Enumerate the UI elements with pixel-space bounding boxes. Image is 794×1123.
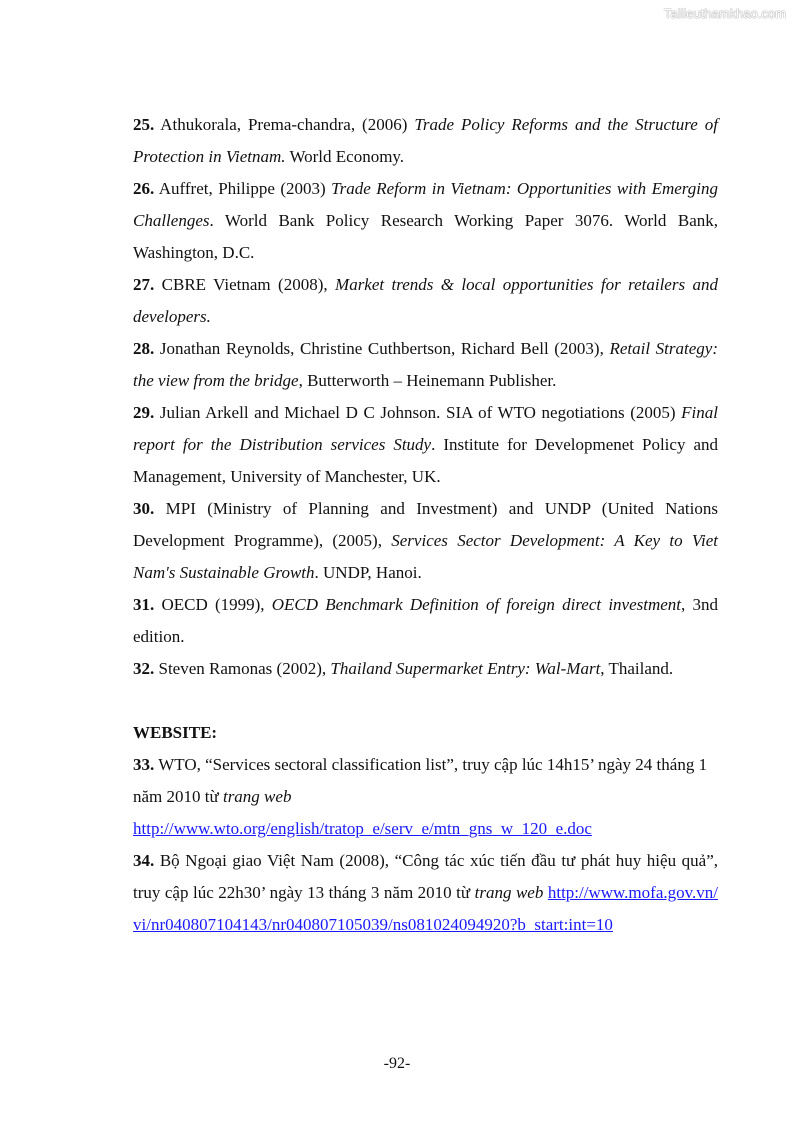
- reference-title: Thailand Supermarket Entry: Wal-Mart: [330, 659, 601, 678]
- web-reference-item: [133, 845, 718, 941]
- reference-title: Trade Policy Reforms and the Structure of Protection in Vietnam.: [133, 115, 718, 166]
- reference-title: Final report for the Distribution services Study: [133, 403, 718, 454]
- reference-item: [133, 173, 718, 269]
- reference-title: Retail Strategy: the view from the bridge: [133, 339, 718, 390]
- reference-item: [133, 493, 718, 589]
- reference-link[interactable]: http://www.wto.org/english/tratop_e/serv_e/mtn_gns_w_120_e.doc: [133, 819, 592, 838]
- reference-number: 32.: [133, 659, 155, 678]
- reference-source-type: trang web: [474, 883, 544, 902]
- reference-number: 33.: [133, 755, 155, 774]
- reference-source: , Thailand.: [600, 659, 674, 678]
- reference-authors: Jonathan Reynolds, Christine Cuthbertson, Richard Bell (2003),: [154, 339, 610, 358]
- reference-title: Trade Reform in Vietnam: Opportunities with Emerging Challenges: [133, 179, 718, 230]
- reference-authors: Athukorala, Prema-chandra, (2006): [154, 115, 415, 134]
- reference-source: . Institute for Developmenet Policy and Management, University of Manchester, UK.: [133, 435, 718, 486]
- watermark: Tailieuthamkhao.com: [663, 6, 786, 21]
- reference-source: World Economy.: [285, 147, 405, 166]
- reference-number: 25.: [133, 115, 155, 134]
- reference-number: 29.: [133, 403, 155, 422]
- reference-item: [133, 653, 718, 685]
- reference-authors: Auffret, Philippe (2003): [154, 179, 332, 198]
- reference-authors: MPI (Ministry of Planning and Investment) and UNDP (United Nations Development Programme), (2005),: [133, 499, 718, 550]
- reference-item: [133, 333, 718, 397]
- web-reference-item: [133, 749, 718, 845]
- reference-number: 28.: [133, 339, 155, 358]
- reference-list: [133, 109, 718, 941]
- reference-text: WTO, “Services sectoral classification list”, truy cập lúc 14h15’ ngày 24 tháng 1 năm 2010 từ: [133, 755, 708, 806]
- reference-item: [133, 397, 718, 493]
- reference-source: , 3nd edition.: [133, 595, 718, 646]
- reference-authors: Steven Ramonas (2002),: [154, 659, 331, 678]
- reference-authors: Julian Arkell and Michael D C Johnson. SIA of WTO negotiations (2005): [154, 403, 682, 422]
- reference-number: 34.: [133, 851, 155, 870]
- reference-number: 26.: [133, 179, 155, 198]
- page-number: -92-: [383, 1055, 411, 1072]
- reference-title: Market trends & local opportunities for retailers and developers.: [133, 275, 718, 326]
- reference-title: Services Sector Development: A Key to Viet Nam's Sustainable Growth: [133, 531, 718, 582]
- reference-source-type: trang web: [222, 787, 292, 806]
- reference-number: 27.: [133, 275, 155, 294]
- reference-link[interactable]: http://www.mofa.gov.vn/vi/nr040807104143/nr040807105039/ns081024094920?b_start:int=10: [133, 883, 718, 934]
- reference-item: [133, 269, 718, 333]
- reference-authors: OECD (1999),: [154, 595, 272, 614]
- reference-title: OECD Benchmark Definition of foreign direct investment: [271, 595, 682, 614]
- reference-source: , Butterworth – Heinemann Publisher.: [298, 371, 557, 390]
- reference-number: 31.: [133, 595, 155, 614]
- reference-authors: CBRE Vietnam (2008),: [154, 275, 336, 294]
- website-heading: WEBSITE:: [133, 723, 218, 742]
- reference-source: . UNDP, Hanoi.: [314, 563, 422, 582]
- reference-item: [133, 109, 718, 173]
- reference-item: [133, 589, 718, 653]
- reference-number: 30.: [133, 499, 155, 518]
- reference-text: Bộ Ngoại giao Việt Nam (2008), “Công tác xúc tiến đầu tư phát huy hiệu quả”, truy cập lúc 22h30’ ngày 13 tháng 3 năm 2010 từ: [133, 851, 718, 902]
- reference-source: . World Bank Policy Research Working Paper 3076. World Bank, Washington, D.C.: [133, 211, 718, 262]
